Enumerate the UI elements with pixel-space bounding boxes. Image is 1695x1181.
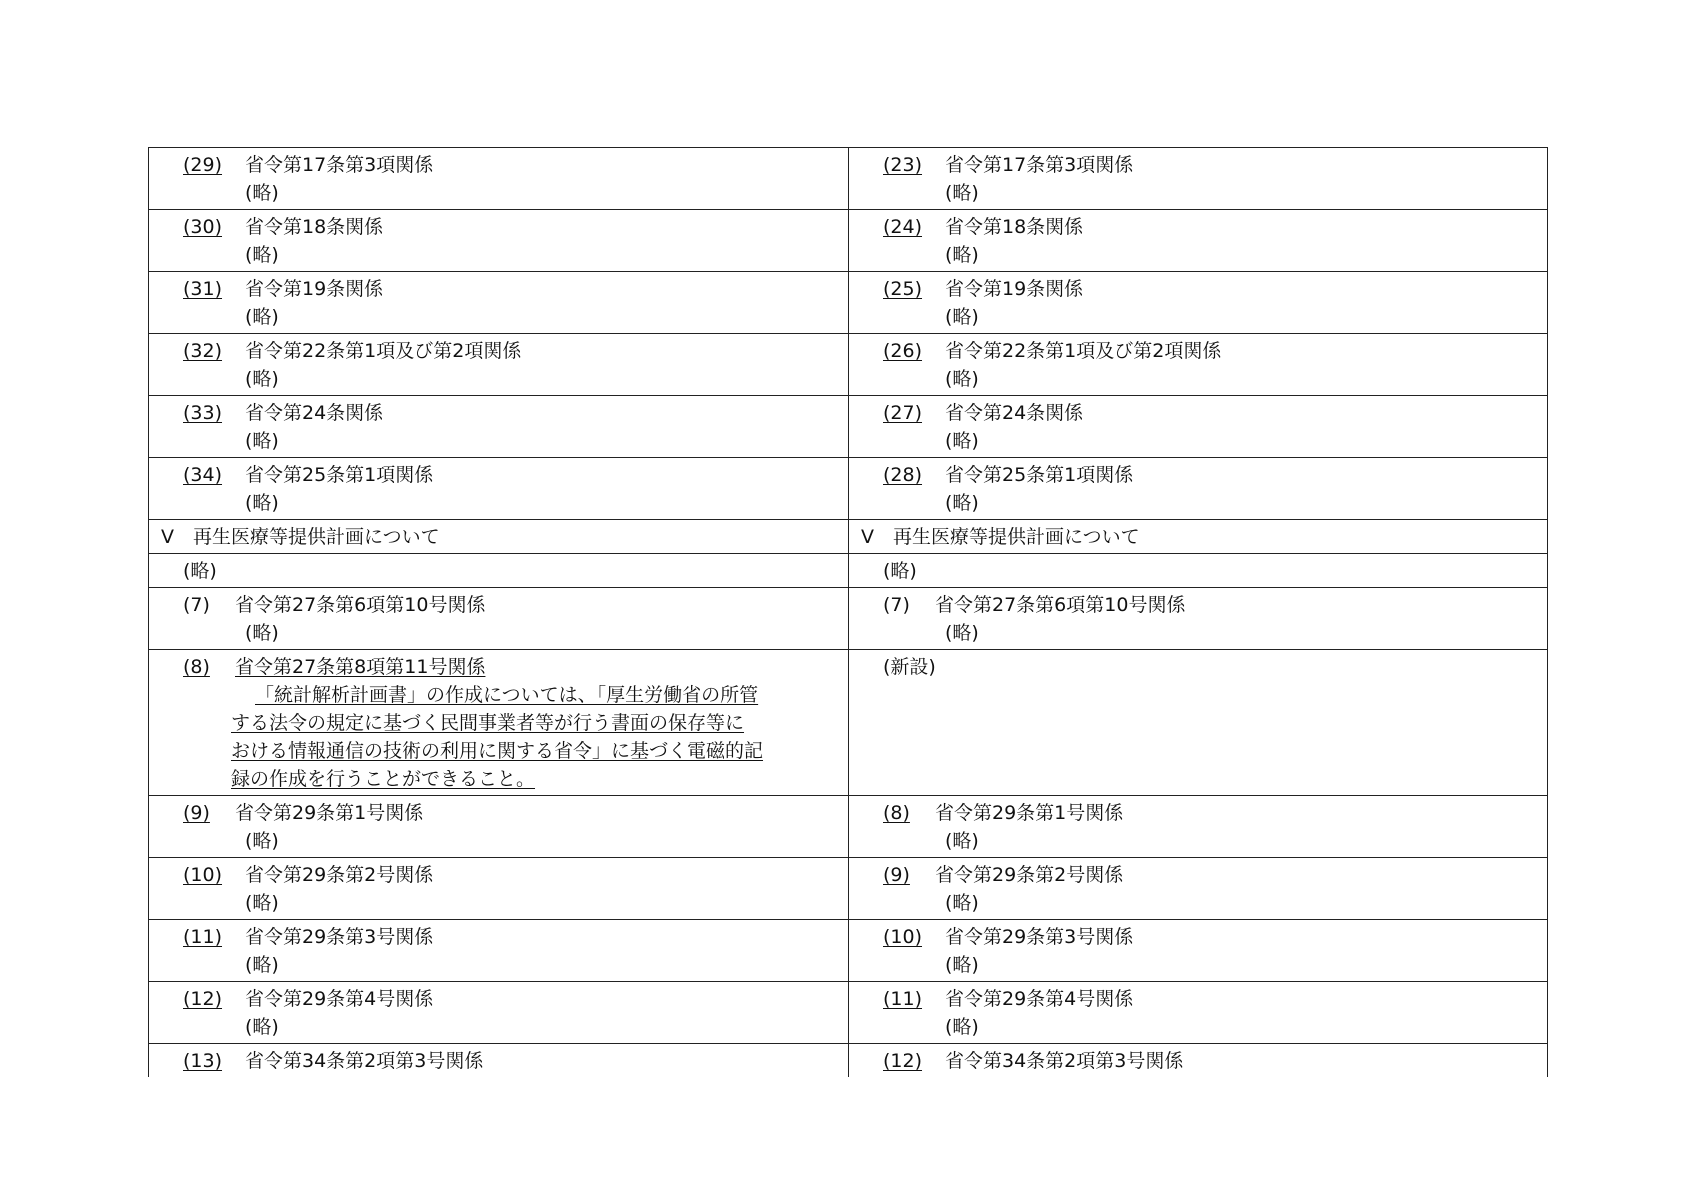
item-title: 省令第27条第8項第11号関係	[235, 656, 486, 678]
section-heading: Ⅴ 再生医療等提供計画について	[161, 526, 440, 548]
item-number: (34)	[183, 464, 223, 486]
item-title: 省令第29条第4号関係	[245, 988, 434, 1010]
left-cell	[149, 148, 849, 210]
item-number: (11)	[883, 988, 923, 1010]
item-number: (10)	[183, 864, 223, 886]
comparison-table	[148, 147, 1548, 1077]
section-omitted-row	[149, 554, 1548, 588]
table-row	[149, 148, 1548, 210]
item-title: 省令第34条第2項第3号関係	[945, 1050, 1184, 1072]
right-cell	[849, 796, 1548, 858]
omitted-note: (略)	[245, 1016, 279, 1038]
right-cell	[849, 982, 1548, 1044]
right-cell	[849, 588, 1548, 650]
table-row	[149, 210, 1548, 272]
right-cell	[849, 1044, 1548, 1078]
paragraph-line: 録の作成を行うことができること。	[231, 768, 536, 790]
item-number: (9)	[183, 802, 210, 824]
left-cell	[149, 920, 849, 982]
omitted-note: (略)	[945, 492, 979, 514]
right-cell	[849, 920, 1548, 982]
item-number: (7)	[883, 594, 910, 616]
right-cell	[849, 210, 1548, 272]
item-title: 省令第27条第6項第10号関係	[935, 594, 1186, 616]
item-title: 省令第18条関係	[245, 216, 384, 238]
left-cell	[149, 458, 849, 520]
item-title: 省令第19条関係	[945, 278, 1084, 300]
item-number: (11)	[183, 926, 223, 948]
table-row-new-item	[149, 650, 1548, 796]
item-number: (23)	[883, 154, 923, 176]
item-title: 省令第27条第6項第10号関係	[235, 594, 486, 616]
omitted-note: (略)	[945, 244, 979, 266]
item-title: 省令第25条第1項関係	[245, 464, 434, 486]
item-number: (27)	[883, 402, 923, 424]
item-title: 省令第29条第2号関係	[245, 864, 434, 886]
right-cell	[849, 554, 1548, 588]
paragraph-line: する法令の規定に基づく民間事業者等が行う書面の保存等に	[231, 712, 745, 734]
item-title: 省令第18条関係	[945, 216, 1084, 238]
table-row	[149, 982, 1548, 1044]
omitted-note: (略)	[245, 306, 279, 328]
item-title: 省令第29条第3号関係	[945, 926, 1134, 948]
omitted-note: (略)	[245, 892, 279, 914]
left-cell	[149, 396, 849, 458]
item-title: 省令第24条関係	[245, 402, 384, 424]
item-number: (28)	[883, 464, 923, 486]
table-row	[149, 858, 1548, 920]
omitted-note: (略)	[945, 182, 979, 204]
omitted-note: (略)	[183, 560, 217, 582]
item-title: 省令第22条第1項及び第2項関係	[945, 340, 1222, 362]
left-cell	[149, 588, 849, 650]
paragraph-line: おける情報通信の技術の利用に関する省令」に基づく電磁的記	[231, 740, 764, 762]
left-cell	[149, 272, 849, 334]
omitted-note: (略)	[945, 954, 979, 976]
item-number: (32)	[183, 340, 223, 362]
left-cell	[149, 1044, 849, 1078]
table-row	[149, 588, 1548, 650]
item-number: (10)	[883, 926, 923, 948]
omitted-note: (略)	[245, 622, 279, 644]
item-title: 省令第29条第2号関係	[935, 864, 1124, 886]
new-provision-note: (新設)	[883, 656, 936, 678]
left-cell	[149, 650, 849, 796]
omitted-note: (略)	[945, 830, 979, 852]
paragraph-line: 「統計解析計画書」の作成については、「厚生労働省の所管	[255, 684, 759, 706]
section-heading: Ⅴ 再生医療等提供計画について	[861, 526, 1140, 548]
left-cell	[149, 520, 849, 554]
left-cell	[149, 554, 849, 588]
item-title: 省令第29条第4号関係	[945, 988, 1134, 1010]
omitted-note: (略)	[945, 368, 979, 390]
right-cell	[849, 458, 1548, 520]
item-title: 省令第34条第2項第3号関係	[245, 1050, 484, 1072]
omitted-note: (略)	[883, 560, 917, 582]
item-number: (7)	[183, 594, 210, 616]
item-number: (31)	[183, 278, 223, 300]
item-title: 省令第25条第1項関係	[945, 464, 1134, 486]
table-row	[149, 1044, 1548, 1078]
omitted-note: (略)	[245, 244, 279, 266]
right-cell	[849, 858, 1548, 920]
omitted-note: (略)	[945, 1016, 979, 1038]
right-cell	[849, 520, 1548, 554]
item-number: (13)	[183, 1050, 223, 1072]
right-cell	[849, 272, 1548, 334]
table-row	[149, 272, 1548, 334]
item-number: (12)	[883, 1050, 923, 1072]
right-cell	[849, 148, 1548, 210]
omitted-note: (略)	[945, 892, 979, 914]
omitted-note: (略)	[945, 306, 979, 328]
omitted-note: (略)	[245, 830, 279, 852]
right-cell	[849, 334, 1548, 396]
left-cell	[149, 796, 849, 858]
item-title: 省令第24条関係	[945, 402, 1084, 424]
item-title: 省令第17条第3項関係	[245, 154, 434, 176]
left-cell	[149, 858, 849, 920]
item-number: (33)	[183, 402, 223, 424]
item-number: (8)	[183, 656, 210, 678]
item-number: (25)	[883, 278, 923, 300]
item-title: 省令第29条第1号関係	[935, 802, 1124, 824]
item-number: (24)	[883, 216, 923, 238]
item-number: (29)	[183, 154, 223, 176]
item-number: (26)	[883, 340, 923, 362]
omitted-note: (略)	[245, 182, 279, 204]
item-title: 省令第29条第3号関係	[245, 926, 434, 948]
right-cell	[849, 650, 1548, 796]
omitted-note: (略)	[245, 954, 279, 976]
section-heading-row	[149, 520, 1548, 554]
left-cell	[149, 210, 849, 272]
item-title: 省令第19条関係	[245, 278, 384, 300]
table-row	[149, 458, 1548, 520]
table-row	[149, 920, 1548, 982]
table-row	[149, 396, 1548, 458]
item-number: (9)	[883, 864, 910, 886]
item-title: 省令第29条第1号関係	[235, 802, 424, 824]
right-cell	[849, 396, 1548, 458]
omitted-note: (略)	[945, 622, 979, 644]
item-title: 省令第17条第3項関係	[945, 154, 1134, 176]
omitted-note: (略)	[245, 492, 279, 514]
table-row	[149, 796, 1548, 858]
left-cell	[149, 982, 849, 1044]
omitted-note: (略)	[945, 430, 979, 452]
omitted-note: (略)	[245, 430, 279, 452]
omitted-note: (略)	[245, 368, 279, 390]
left-cell	[149, 334, 849, 396]
item-number: (8)	[883, 802, 910, 824]
item-paragraph	[155, 681, 864, 793]
item-number: (30)	[183, 216, 223, 238]
item-title: 省令第22条第1項及び第2項関係	[245, 340, 522, 362]
item-number: (12)	[183, 988, 223, 1010]
table-row	[149, 334, 1548, 396]
comparison-table-page	[148, 147, 1547, 1077]
